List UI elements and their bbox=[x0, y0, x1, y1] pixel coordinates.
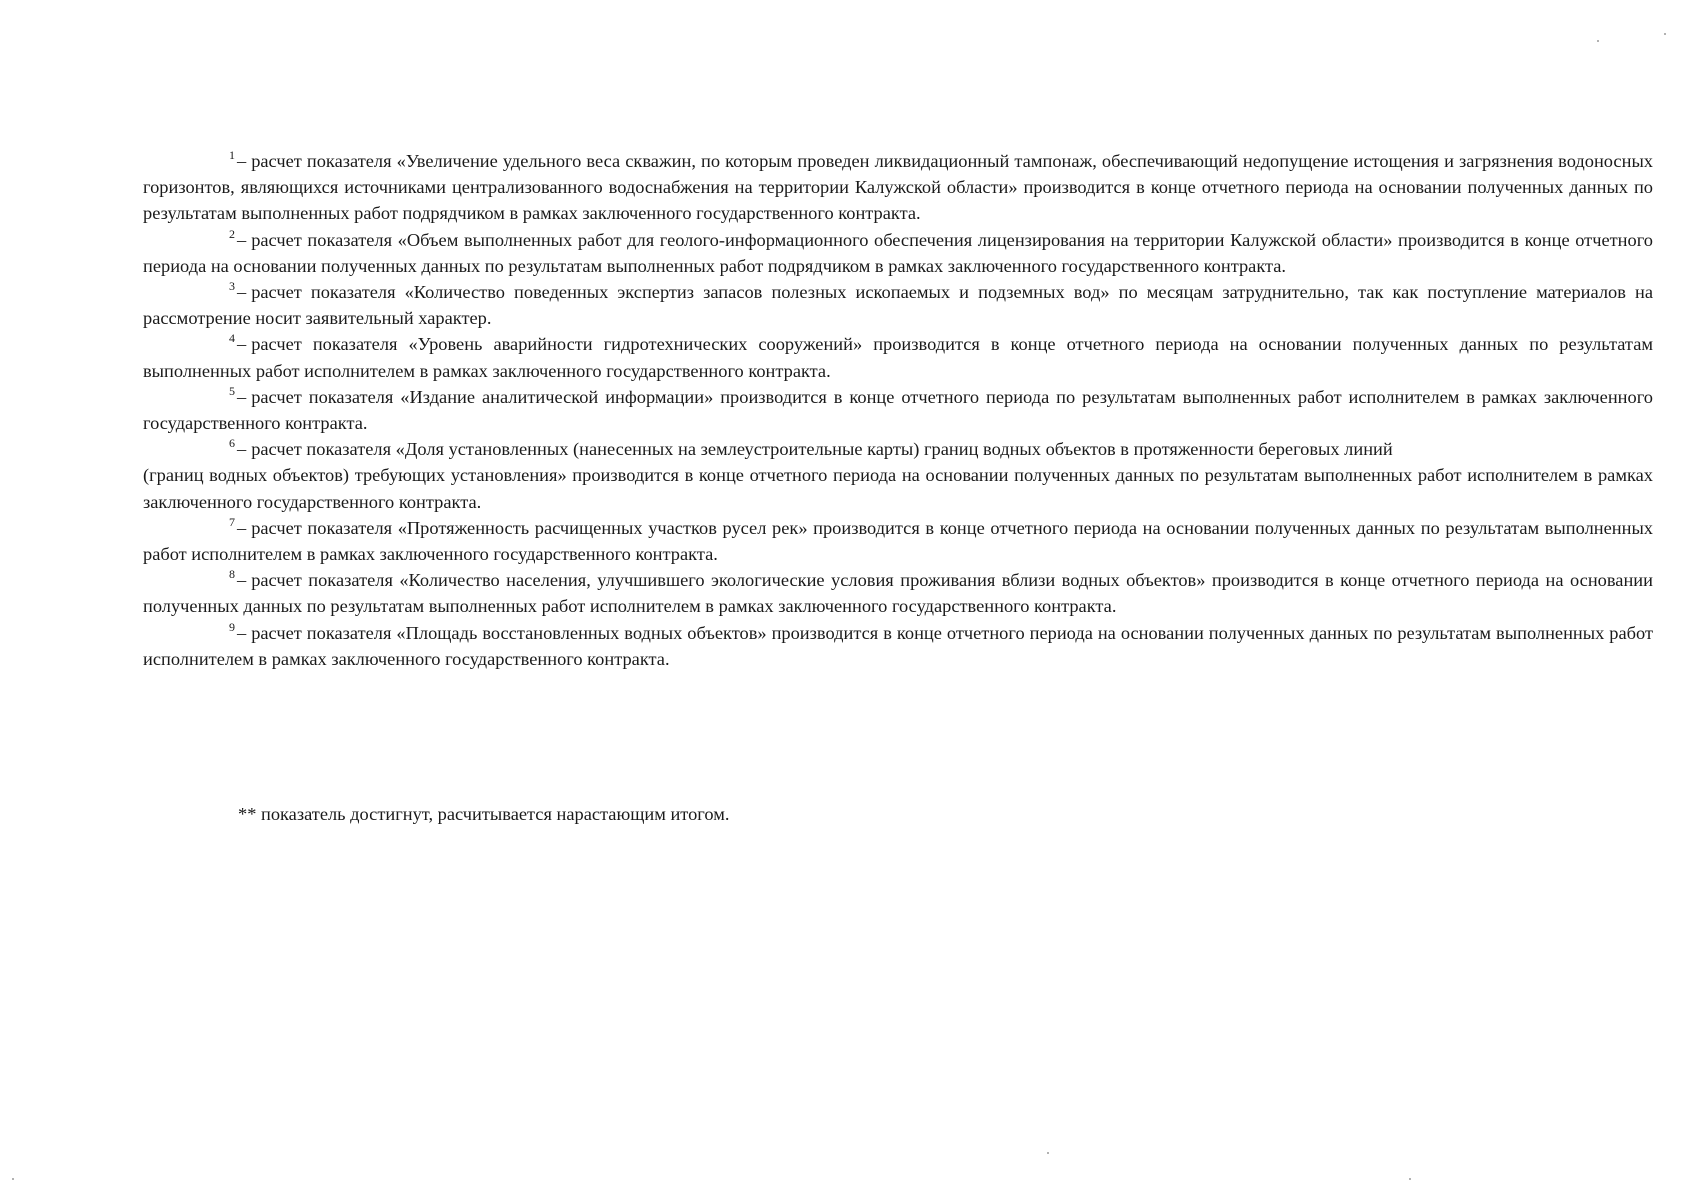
footnote-8 bbox=[143, 567, 1653, 619]
footnote-dash: – bbox=[237, 151, 247, 171]
footnote-dash: – bbox=[237, 386, 247, 407]
footnote-dash: – bbox=[237, 282, 247, 303]
footnote-dash: – bbox=[237, 334, 247, 355]
footnote-text: расчет показателя «Количество поведенных экспертиз запасов полезных ископаемых и подземных вод» по месяцам затруднительно, так как поступление материалов на рассмотрение носит заявительный характер. bbox=[143, 282, 1653, 329]
footnote-text: расчет показателя «Уровень аварийности гидротехнических сооружений» производится в конце отчетного периода на основании полученных данных по результатам выполненных работ исполнителем в рамках заключенного государственного контракта. bbox=[143, 334, 1653, 381]
scan-speck bbox=[1047, 1152, 1049, 1154]
scan-speck bbox=[1409, 1178, 1411, 1180]
footnote-7 bbox=[143, 515, 1653, 567]
footnote-6-continuation: (границ водных объектов) требующих установления» производится в конце отчетного периода на основании полученных данных по результатам выполненных работ исполнителем в рамках заключенного государственного контракта. bbox=[143, 465, 1653, 512]
scan-speck bbox=[12, 1178, 14, 1180]
footnote-dash: – bbox=[237, 622, 247, 643]
footnote-text: расчет показателя «Доля установленных (нанесенных на землеустроительные карты) границ водных объектов в протяженности береговых линий bbox=[251, 439, 1393, 460]
footnote-dash: – bbox=[237, 439, 247, 460]
footnote-marker: 2 bbox=[229, 226, 235, 241]
footnote-marker: 6 bbox=[229, 436, 235, 451]
footnote-5 bbox=[143, 384, 1653, 436]
footnote-9 bbox=[143, 620, 1653, 672]
footnote-marker: 1 bbox=[229, 148, 235, 162]
footnote-dash: – bbox=[237, 517, 247, 538]
footnote-3 bbox=[143, 279, 1653, 331]
footnote-marker: 9 bbox=[229, 619, 235, 634]
footnote-dash: – bbox=[237, 570, 247, 591]
scan-speck bbox=[1597, 40, 1599, 42]
footnote-dash: – bbox=[237, 229, 247, 250]
footnote-6 bbox=[143, 436, 1653, 462]
footnote-text: расчет показателя «Увеличение удельного веса скважин, по которым проведен ликвидационный тампонаж, обеспечивающий недопущение истощения и загрязнения водоносных горизонтов, являющихся источниками централизованного водоснабжения на территории Калужской области» производится в конце отчетного периода на основании полученных данных по результатам выполненных работ подрядчиком в рамках заключенного государственного контракта. bbox=[143, 151, 1653, 224]
footnote-text: расчет показателя «Площадь восстановленных водных объектов» производится в конце отчетного периода на основании полученных данных по результатам выполненных работ исполнителем в рамках заключенного государственного контракта. bbox=[143, 622, 1653, 669]
footnote-4 bbox=[143, 331, 1653, 383]
scan-speck bbox=[1664, 33, 1666, 35]
footnote-text: расчет показателя «Издание аналитической информации» производится в конце отчетного периода по результатам выполненных работ исполнителем в рамках заключенного государственного контракта. bbox=[143, 386, 1653, 434]
footnote-text: расчет показателя «Протяженность расчищенных участков русел рек» производится в конце отчетного периода на основании полученных данных по результатам выполненных работ исполнителем в рамках заключенного государственного контракта. bbox=[143, 517, 1653, 565]
footnote-marker: 7 bbox=[229, 514, 235, 529]
footnote-marker: 8 bbox=[229, 567, 235, 582]
footnote-text: расчет показателя «Количество населения, улучшившего экологические условия проживания вблизи водных объектов» производится в конце отчетного периода на основании полученных данных по результатам выполненных работ исполнителем в рамках заключенного государственного контракта. bbox=[143, 570, 1653, 617]
summary-note: ** показатель достигнут, расчитывается нарастающим итогом. bbox=[238, 804, 730, 824]
footnote-2 bbox=[143, 227, 1653, 279]
footnote-1 bbox=[143, 148, 1653, 227]
footnote-text: расчет показателя «Объем выполненных работ для геолого-информационного обеспечения лицензирования на территории Калужской области» производится в конце отчетного периода на основании полученных данных по результатам выполненных работ подрядчиком в рамках заключенного государственного контракта. bbox=[143, 229, 1653, 276]
footnote-marker: 5 bbox=[229, 383, 235, 398]
footnotes-block bbox=[143, 148, 1653, 672]
footnote-marker: 4 bbox=[229, 331, 235, 346]
footnote-marker: 3 bbox=[229, 279, 235, 294]
